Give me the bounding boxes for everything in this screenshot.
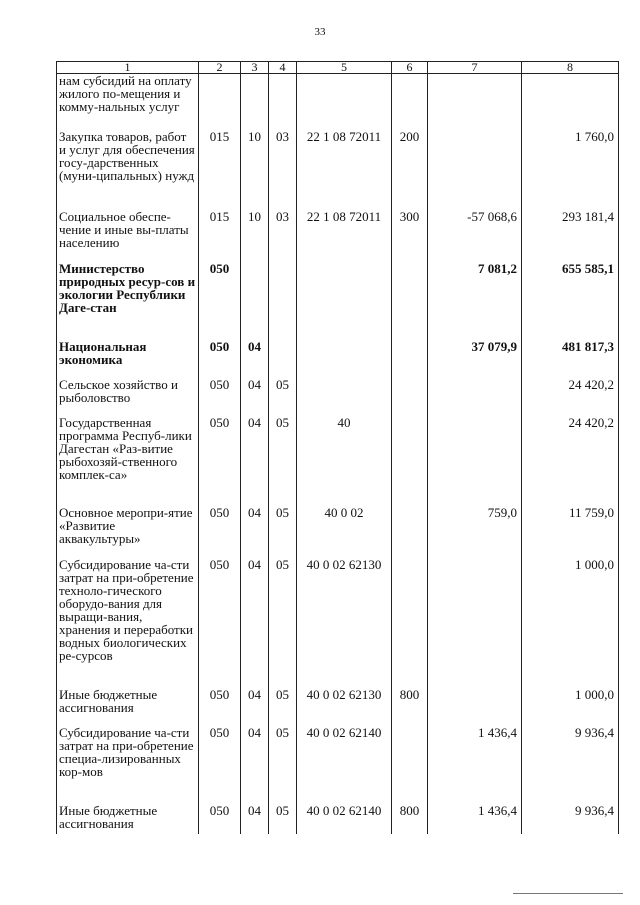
ministry-code-cell: 050: [199, 558, 241, 688]
ministry-code-cell: 050: [199, 726, 241, 804]
table-row: [57, 340, 619, 378]
ministry-code-cell: 050: [199, 506, 241, 558]
subsection-cell: 05: [269, 378, 297, 416]
column-header-1: 1: [57, 62, 199, 74]
subsection-cell: 05: [269, 688, 297, 726]
section-cell: 10: [241, 130, 269, 210]
column-header-7: 7: [428, 62, 522, 74]
row-name-cell: Закупка товаров, работ и услуг для обеспечения госу-дарственных (муни-ципальных) нужд: [57, 130, 199, 210]
ministry-code-cell: [199, 74, 241, 131]
section-cell: 04: [241, 726, 269, 804]
ministry-code-cell: 015: [199, 130, 241, 210]
target-article-cell: 22 1 08 72011: [297, 210, 392, 262]
table-row: [57, 74, 619, 131]
section-cell: 04: [241, 688, 269, 726]
change-amount-cell: [428, 688, 522, 726]
target-article-cell: [297, 340, 392, 378]
total-amount-cell: 293 181,4: [522, 210, 619, 262]
section-cell: [241, 262, 269, 340]
row-name-cell: Иные бюджетные ассигнования: [57, 688, 199, 726]
expense-type-cell: [392, 74, 428, 131]
total-amount-cell: 24 420,2: [522, 378, 619, 416]
change-amount-cell: [428, 130, 522, 210]
ministry-code-cell: 050: [199, 688, 241, 726]
row-name-cell: Министерство природных ресур-сов и экологии Республики Даге-стан: [57, 262, 199, 340]
column-header-6: 6: [392, 62, 428, 74]
column-header-8: 8: [522, 62, 619, 74]
row-name-cell: Социальное обеспе-чение и иные вы-платы населению: [57, 210, 199, 262]
change-amount-cell: 1 436,4: [428, 726, 522, 804]
target-article-cell: [297, 74, 392, 131]
row-name-cell: Государственная программа Респуб-лики Дагестан «Раз-витие рыбохозяй-ственного комплек-са»: [57, 416, 199, 506]
subsection-cell: 05: [269, 804, 297, 834]
total-amount-cell: 1 000,0: [522, 558, 619, 688]
row-name-cell: Иные бюджетные ассигнования: [57, 804, 199, 834]
column-number-header-row: [57, 62, 619, 74]
expense-type-cell: 800: [392, 688, 428, 726]
expense-type-cell: 200: [392, 130, 428, 210]
subsection-cell: 05: [269, 726, 297, 804]
change-amount-cell: [428, 378, 522, 416]
table-row: [57, 688, 619, 726]
change-amount-cell: 7 081,2: [428, 262, 522, 340]
target-article-cell: [297, 262, 392, 340]
target-article-cell: 40 0 02: [297, 506, 392, 558]
table-row: [57, 558, 619, 688]
total-amount-cell: 9 936,4: [522, 726, 619, 804]
subsection-cell: 03: [269, 210, 297, 262]
page-number: 33: [314, 26, 326, 38]
ministry-code-cell: 050: [199, 416, 241, 506]
change-amount-cell: 1 436,4: [428, 804, 522, 834]
target-article-cell: 40 0 02 62130: [297, 558, 392, 688]
section-cell: 10: [241, 210, 269, 262]
subsection-cell: 05: [269, 558, 297, 688]
row-name-cell: Сельское хозяйство и рыболовство: [57, 378, 199, 416]
column-header-4: 4: [269, 62, 297, 74]
target-article-cell: 40 0 02 62130: [297, 688, 392, 726]
total-amount-cell: 11 759,0: [522, 506, 619, 558]
target-article-cell: 40: [297, 416, 392, 506]
total-amount-cell: 1 000,0: [522, 688, 619, 726]
ministry-code-cell: 050: [199, 262, 241, 340]
subsection-cell: [269, 74, 297, 131]
section-cell: 04: [241, 340, 269, 378]
target-article-cell: [297, 378, 392, 416]
row-name-cell: Субсидирование ча-сти затрат на при-обретение специа-лизированных кор-мов: [57, 726, 199, 804]
expense-type-cell: [392, 378, 428, 416]
expense-type-cell: [392, 340, 428, 378]
ministry-code-cell: 050: [199, 804, 241, 834]
total-amount-cell: 1 760,0: [522, 130, 619, 210]
table-row: [57, 262, 619, 340]
change-amount-cell: -57 068,6: [428, 210, 522, 262]
total-amount-cell: 9 936,4: [522, 804, 619, 834]
budget-table-body: [57, 74, 619, 835]
ministry-code-cell: 050: [199, 340, 241, 378]
change-amount-cell: [428, 74, 522, 131]
change-amount-cell: 37 079,9: [428, 340, 522, 378]
table-row: [57, 804, 619, 834]
row-name-cell: нам субсидий на оплату жилого по-мещения и комму-нальных услуг: [57, 74, 199, 131]
expense-type-cell: [392, 726, 428, 804]
total-amount-cell: [522, 74, 619, 131]
section-cell: 04: [241, 804, 269, 834]
table-row: [57, 130, 619, 210]
row-name-cell: Субсидирование ча-сти затрат на при-обретение техноло-гического оборудо-вания для выращи-вания, хранения и переработки водных биологических ре-сурсов: [57, 558, 199, 688]
change-amount-cell: [428, 558, 522, 688]
target-article-cell: 40 0 02 62140: [297, 726, 392, 804]
total-amount-cell: 481 817,3: [522, 340, 619, 378]
table-row: [57, 210, 619, 262]
row-name-cell: Основное меропри-ятие «Развитие аквакультуры»: [57, 506, 199, 558]
section-cell: [241, 74, 269, 131]
change-amount-cell: [428, 416, 522, 506]
table-row: [57, 378, 619, 416]
ministry-code-cell: 050: [199, 378, 241, 416]
table-row: [57, 726, 619, 804]
expense-type-cell: 300: [392, 210, 428, 262]
section-cell: 04: [241, 378, 269, 416]
row-name-cell: Национальная экономика: [57, 340, 199, 378]
expense-type-cell: [392, 558, 428, 688]
subsection-cell: 05: [269, 506, 297, 558]
column-header-2: 2: [199, 62, 241, 74]
expense-type-cell: [392, 262, 428, 340]
section-cell: 04: [241, 558, 269, 688]
expense-type-cell: 800: [392, 804, 428, 834]
change-amount-cell: 759,0: [428, 506, 522, 558]
section-cell: 04: [241, 416, 269, 506]
subsection-cell: [269, 262, 297, 340]
ministry-code-cell: 015: [199, 210, 241, 262]
subsection-cell: 05: [269, 416, 297, 506]
target-article-cell: 22 1 08 72011: [297, 130, 392, 210]
subsection-cell: 03: [269, 130, 297, 210]
budget-table: [56, 61, 619, 834]
total-amount-cell: 655 585,1: [522, 262, 619, 340]
table-row: [57, 416, 619, 506]
column-header-5: 5: [297, 62, 392, 74]
expense-type-cell: [392, 416, 428, 506]
total-amount-cell: 24 420,2: [522, 416, 619, 506]
subsection-cell: [269, 340, 297, 378]
scan-edge-line: [513, 893, 623, 894]
expense-type-cell: [392, 506, 428, 558]
section-cell: 04: [241, 506, 269, 558]
column-header-3: 3: [241, 62, 269, 74]
target-article-cell: 40 0 02 62140: [297, 804, 392, 834]
budget-table-container: [56, 61, 618, 834]
table-row: [57, 506, 619, 558]
